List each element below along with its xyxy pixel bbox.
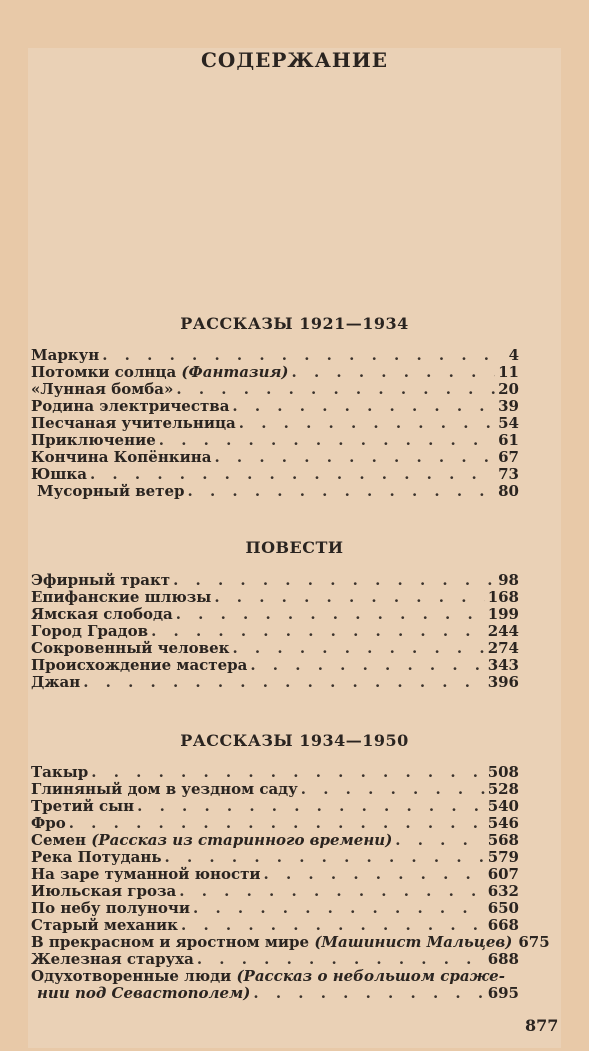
entry-page: 688 bbox=[487, 950, 519, 968]
entry-title: Происхождение мастера bbox=[31, 656, 248, 674]
entry-title: Такыр bbox=[31, 763, 89, 781]
dot-leader bbox=[173, 572, 495, 589]
toc-entry[interactable] bbox=[31, 606, 519, 623]
dot-leader bbox=[69, 815, 485, 832]
toc-entry[interactable] bbox=[31, 781, 519, 798]
toc-entry[interactable] bbox=[31, 415, 519, 432]
entry-page: 20 bbox=[498, 380, 519, 398]
dot-leader bbox=[90, 466, 495, 483]
entry-title: Одухотворенные люди bbox=[31, 967, 232, 985]
dot-leader bbox=[232, 640, 484, 657]
toc-entry[interactable] bbox=[31, 866, 519, 883]
toc-entry-multiline[interactable] bbox=[31, 968, 519, 1002]
toc-entry[interactable] bbox=[31, 815, 519, 832]
entry-page: 568 bbox=[487, 831, 519, 849]
dot-leader bbox=[264, 866, 485, 883]
entry-page: 632 bbox=[487, 882, 519, 900]
entry-page: 650 bbox=[487, 899, 519, 917]
toc-entry[interactable] bbox=[31, 933, 550, 951]
toc-list-stories-1934 bbox=[31, 763, 550, 1002]
dot-leader bbox=[239, 415, 495, 432]
entry-title: Глиняный дом в уездном саду bbox=[31, 780, 298, 798]
toc-entry[interactable] bbox=[31, 589, 519, 606]
dot-leader bbox=[102, 347, 505, 364]
dot-leader bbox=[232, 398, 495, 415]
toc-entry[interactable] bbox=[31, 432, 519, 449]
entry-page: 73 bbox=[498, 465, 519, 483]
entry-title: Мусорный ветер bbox=[37, 482, 185, 500]
dot-leader bbox=[91, 764, 484, 781]
entry-page: 67 bbox=[498, 448, 519, 466]
page-title: СОДЕРЖАНИЕ bbox=[201, 48, 388, 72]
entry-title: По небу полуночи bbox=[31, 899, 190, 917]
toc-entry[interactable] bbox=[31, 883, 519, 900]
dot-leader bbox=[165, 849, 485, 866]
entry-title: Родина электричества bbox=[31, 397, 230, 415]
entry-page: 668 bbox=[487, 916, 519, 934]
entry-title: Сокровенный человек bbox=[31, 639, 230, 657]
dot-leader bbox=[250, 657, 484, 674]
dot-leader bbox=[181, 917, 485, 934]
dot-leader bbox=[197, 951, 485, 968]
entry-title: Река Потудань bbox=[31, 848, 162, 866]
section-heading-stories-1934: РАССКАЗЫ 1934—1950 bbox=[180, 731, 409, 750]
entry-page: 343 bbox=[487, 656, 519, 674]
toc-entry[interactable] bbox=[31, 398, 519, 415]
entry-page: 528 bbox=[487, 780, 519, 798]
entry-page: 199 bbox=[487, 605, 519, 623]
toc-entry[interactable] bbox=[31, 640, 519, 657]
dot-leader bbox=[292, 364, 496, 381]
toc-entry[interactable] bbox=[31, 849, 519, 866]
toc-entry[interactable] bbox=[31, 364, 519, 381]
entry-page: 274 bbox=[487, 639, 519, 657]
entry-title: Фро bbox=[31, 814, 66, 832]
entry-title: Кончина Копёнкина bbox=[31, 448, 212, 466]
entry-title: Третий сын bbox=[31, 797, 135, 815]
entry-page: 508 bbox=[487, 763, 519, 781]
entry-line-1 bbox=[31, 968, 519, 985]
entry-subtitle: (Фантазия) bbox=[181, 363, 289, 381]
entry-title: На заре туманной юности bbox=[31, 865, 261, 883]
entry-page: 579 bbox=[487, 848, 519, 866]
entry-page: 396 bbox=[487, 673, 519, 691]
entry-page: 540 bbox=[487, 797, 519, 815]
entry-title: Семен (Рассказ из старинного времени) bbox=[31, 831, 393, 849]
entry-page: 4 bbox=[508, 346, 519, 364]
section-heading-novellas: ПОВЕСТИ bbox=[245, 538, 344, 557]
entry-title: Юшка bbox=[31, 465, 87, 483]
entry-title: Город Градов bbox=[31, 622, 149, 640]
toc-entry[interactable] bbox=[31, 572, 519, 589]
entry-title: Июльская гроза bbox=[31, 882, 177, 900]
toc-entry[interactable] bbox=[31, 657, 519, 674]
entry-page: 168 bbox=[487, 588, 519, 606]
entry-page: 98 bbox=[498, 571, 519, 589]
toc-entry[interactable] bbox=[31, 674, 519, 691]
toc-entry[interactable] bbox=[31, 483, 519, 500]
entry-subtitle: (Рассказ о небольшом сраже- bbox=[236, 967, 505, 985]
entry-page: 607 bbox=[487, 865, 519, 883]
entry-title: Джан bbox=[31, 673, 81, 691]
entry-title: Старый механик bbox=[31, 916, 178, 934]
toc-entry[interactable] bbox=[31, 623, 519, 640]
toc-entry[interactable] bbox=[31, 951, 519, 968]
entry-page: 11 bbox=[498, 363, 519, 381]
entry-page: 61 bbox=[498, 431, 519, 449]
toc-entry[interactable] bbox=[31, 347, 519, 364]
entry-subtitle: (Машинист Мальцев) bbox=[314, 933, 513, 951]
entry-title: Потомки солнца (Фантазия) bbox=[31, 363, 289, 381]
entry-page: 54 bbox=[498, 414, 519, 432]
entry-page: 80 bbox=[498, 482, 519, 500]
entry-title: Эфирный тракт bbox=[31, 571, 171, 589]
dot-leader bbox=[83, 674, 485, 691]
entry-subtitle: (Рассказ из старинного времени) bbox=[91, 831, 393, 849]
dot-leader bbox=[301, 781, 485, 798]
entry-title: В прекрасном и яростном мире (Машинист Мальцев) bbox=[31, 933, 513, 951]
page-number: 877 bbox=[525, 1016, 559, 1035]
toc-list-stories-1921 bbox=[31, 347, 519, 500]
dot-leader bbox=[176, 381, 495, 398]
toc-entry[interactable] bbox=[31, 764, 519, 781]
entry-line-2 bbox=[31, 985, 519, 1002]
dot-leader bbox=[395, 832, 484, 849]
entry-page: 695 bbox=[487, 984, 519, 1002]
entry-title: «Лунная бомба» bbox=[31, 380, 174, 398]
toc-entry[interactable] bbox=[31, 381, 519, 398]
entry-subtitle-cont: нии под Севастополем) bbox=[37, 984, 251, 1002]
dot-leader bbox=[214, 449, 495, 466]
entry-page: 546 bbox=[487, 814, 519, 832]
entry-title: Епифанские шлюзы bbox=[31, 588, 212, 606]
dot-leader bbox=[159, 432, 495, 449]
dot-leader bbox=[176, 606, 485, 623]
entry-page: 39 bbox=[498, 397, 519, 415]
dot-leader bbox=[214, 589, 484, 606]
dot-leader bbox=[137, 798, 485, 815]
entry-title: Маркун bbox=[31, 346, 100, 364]
section-heading-stories-1921: РАССКАЗЫ 1921—1934 bbox=[180, 314, 409, 333]
dot-leader bbox=[151, 623, 485, 640]
dot-leader bbox=[188, 483, 496, 500]
toc-entry[interactable] bbox=[31, 832, 519, 849]
entry-page: 675 bbox=[518, 933, 550, 951]
entry-page: 244 bbox=[487, 622, 519, 640]
entry-title: Песчаная учительница bbox=[31, 414, 236, 432]
entry-title: Железная старуха bbox=[31, 950, 194, 968]
dot-leader bbox=[193, 900, 485, 917]
toc-entry[interactable] bbox=[31, 466, 519, 483]
toc-entry[interactable] bbox=[31, 917, 519, 934]
entry-title: Приключение bbox=[31, 431, 156, 449]
toc-entry[interactable] bbox=[31, 449, 519, 466]
toc-list-novellas bbox=[31, 572, 519, 691]
toc-entry[interactable] bbox=[31, 798, 519, 815]
dot-leader bbox=[179, 883, 484, 900]
entry-title: Ямская слобода bbox=[31, 605, 173, 623]
toc-entry[interactable] bbox=[31, 900, 519, 917]
dot-leader bbox=[253, 985, 484, 1002]
